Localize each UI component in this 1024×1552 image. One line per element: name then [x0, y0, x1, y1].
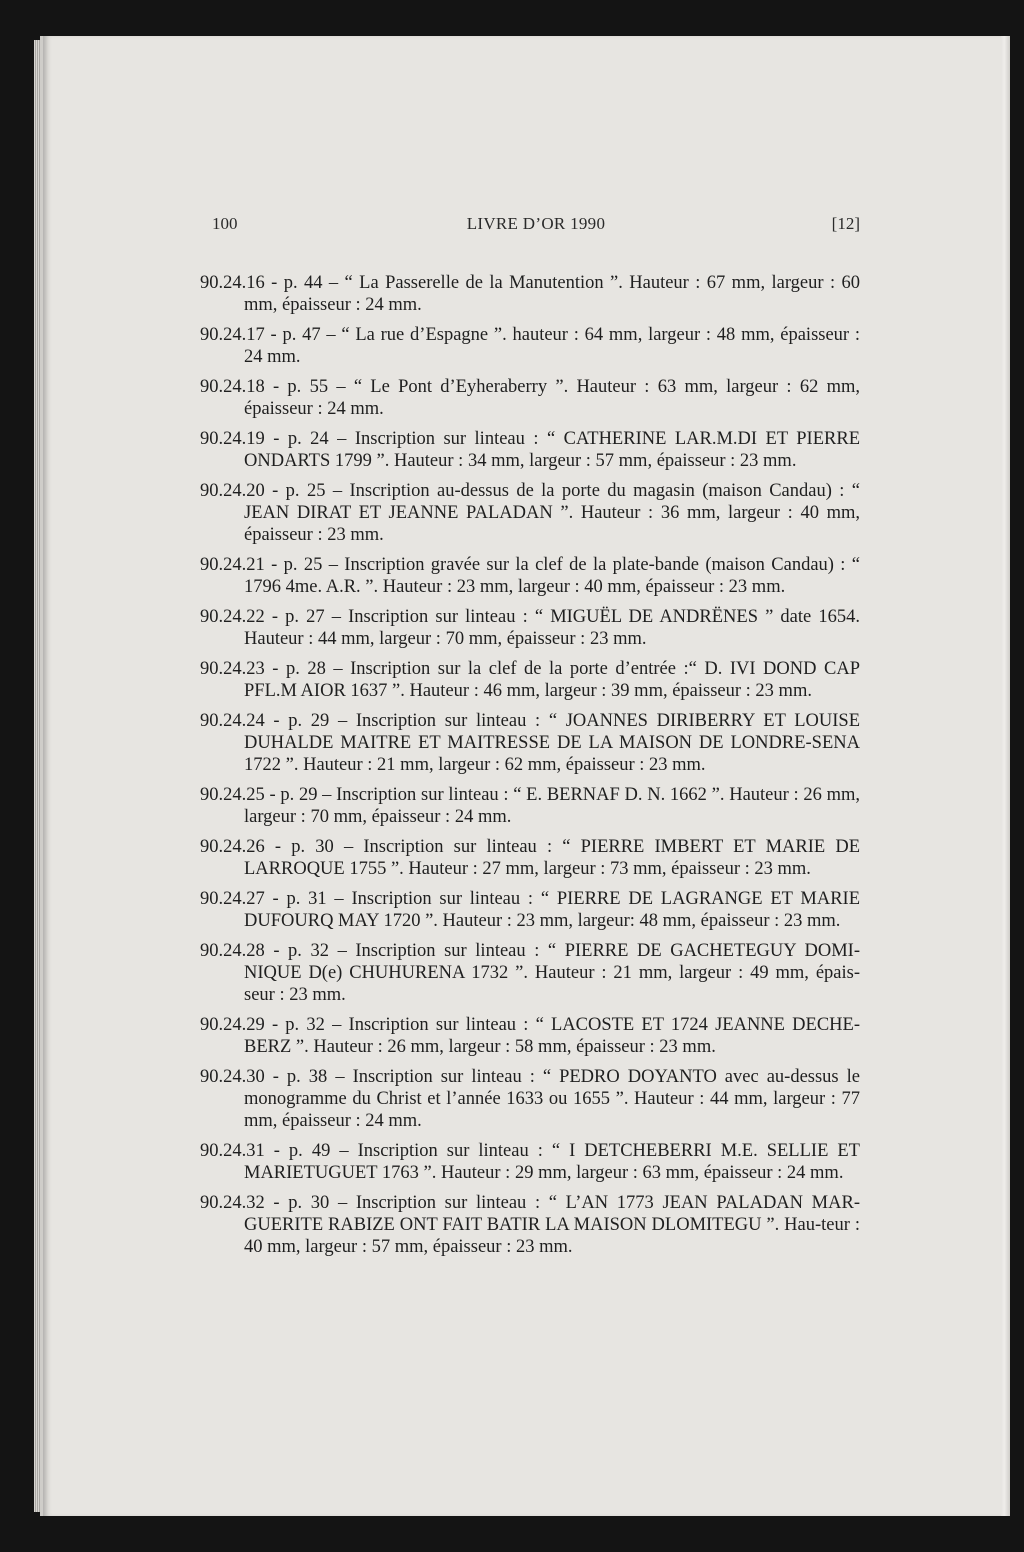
- page-number: 100: [212, 214, 238, 233]
- catalog-entry: 90.24.30 - p. 38 – Inscription sur linteau : “ PEDRO DOYANTO avec au-dessus le monogramme du Christ et l’année 1633 ou 1655 ”. Hauteur : 44 mm, largeur : 77 mm, épaisseur : 24 mm.: [200, 1067, 860, 1131]
- catalog-entry: 90.24.23 - p. 28 – Inscription sur la clef de la porte d’entrée :“ D. IVI DOND CAP PFL.M AIOR 1637 ”. Hauteur : 46 mm, largeur : 39 mm, épaisseur : 23 mm.: [200, 659, 860, 701]
- catalog-entry: 90.24.22 - p. 27 – Inscription sur linteau : “ MIGUËL DE ANDRËNES ” date 1654. Hauteur : 44 mm, largeur : 70 mm, épaisseur : 23 mm.: [200, 607, 860, 649]
- running-header: [212, 214, 860, 238]
- catalog-entry: 90.24.24 - p. 29 – Inscription sur linteau : “ JOANNES DIRIBERRY ET LOUISE DUHALDE MAITRE ET MAITRESSE DE LA MAISON DE LONDRE-SENA 1722 ”. Hauteur : 21 mm, largeur : 62 mm, épaisseur : 23 mm.: [200, 711, 860, 775]
- catalog-entry: 90.24.20 - p. 25 – Inscription au-dessus de la porte du magasin (maison Candau) : “ JEAN DIRAT ET JEANNE PALADAN ”. Hauteur : 36 mm, largeur : 40 mm, épaisseur : 23 mm.: [200, 481, 860, 545]
- catalog-entries: [200, 272, 860, 1266]
- catalog-entry: 90.24.28 - p. 32 – Inscription sur linteau : “ PIERRE DE GACHETEGUY DOMI-NIQUE D(e) CHUHURENA 1732 ”. Hauteur : 21 mm, largeur : 49 mm, épais-seur : 23 mm.: [200, 941, 860, 1005]
- catalog-entry: 90.24.32 - p. 30 – Inscription sur linteau : “ L’AN 1773 JEAN PALADAN MAR-GUERITE RABIZE ONT FAIT BATIR LA MAISON DLOMITEGU ”. Hau-teur : 40 mm, largeur : 57 mm, épaisseur : 23 mm.: [200, 1193, 860, 1257]
- section-reference: [12]: [831, 214, 860, 233]
- catalog-entry: 90.24.27 - p. 31 – Inscription sur linteau : “ PIERRE DE LAGRANGE ET MARIE DUFOURQ MAY 1720 ”. Hauteur : 23 mm, largeur: 48 mm, épaisseur : 23 mm.: [200, 889, 860, 931]
- catalog-entry: 90.24.29 - p. 32 – Inscription sur linteau : “ LACOSTE ET 1724 JEANNE DECHE-BERZ ”. Hauteur : 26 mm, largeur : 58 mm, épaisseur : 23 mm.: [200, 1015, 860, 1057]
- catalog-entry: 90.24.19 - p. 24 – Inscription sur linteau : “ CATHERINE LAR.M.DI ET PIERRE ONDARTS 1799 ”. Hauteur : 34 mm, largeur : 57 mm, épaisseur : 23 mm.: [200, 429, 860, 471]
- catalog-entry: 90.24.21 - p. 25 – Inscription gravée sur la clef de la plate-bande (maison Candau) : “ 1796 4me. A.R. ”. Hauteur : 23 mm, largeur : 40 mm, épaisseur : 23 mm.: [200, 555, 860, 597]
- running-title: LIVRE D’OR 1990: [466, 214, 606, 233]
- catalog-entry: 90.24.31 - p. 49 – Inscription sur linteau : “ I DETCHEBERRI M.E. SELLIE ET MARIETUGUET 1763 ”. Hauteur : 29 mm, largeur : 63 mm, épaisseur : 24 mm.: [200, 1141, 860, 1183]
- catalog-entry: 90.24.17 - p. 47 – “ La rue d’Espagne ”. hauteur : 64 mm, largeur : 48 mm, épaisseur : 24 mm.: [200, 325, 860, 367]
- catalog-entry: 90.24.26 - p. 30 – Inscription sur linteau : “ PIERRE IMBERT ET MARIE DE LARROQUE 1755 ”. Hauteur : 27 mm, largeur : 73 mm, épaisseur : 23 mm.: [200, 837, 860, 879]
- catalog-entry: 90.24.16 - p. 44 – “ La Passerelle de la Manutention ”. Hauteur : 67 mm, largeur : 60 mm, épaisseur : 24 mm.: [200, 273, 860, 315]
- catalog-entry: 90.24.18 - p. 55 – “ Le Pont d’Eyheraberry ”. Hauteur : 63 mm, largeur : 62 mm, épaisseur : 24 mm.: [200, 377, 860, 419]
- catalog-entry: 90.24.25 - p. 29 – Inscription sur linteau : “ E. BERNAF D. N. 1662 ”. Hauteur : 26 mm, largeur : 70 mm, épaisseur : 24 mm.: [200, 785, 860, 827]
